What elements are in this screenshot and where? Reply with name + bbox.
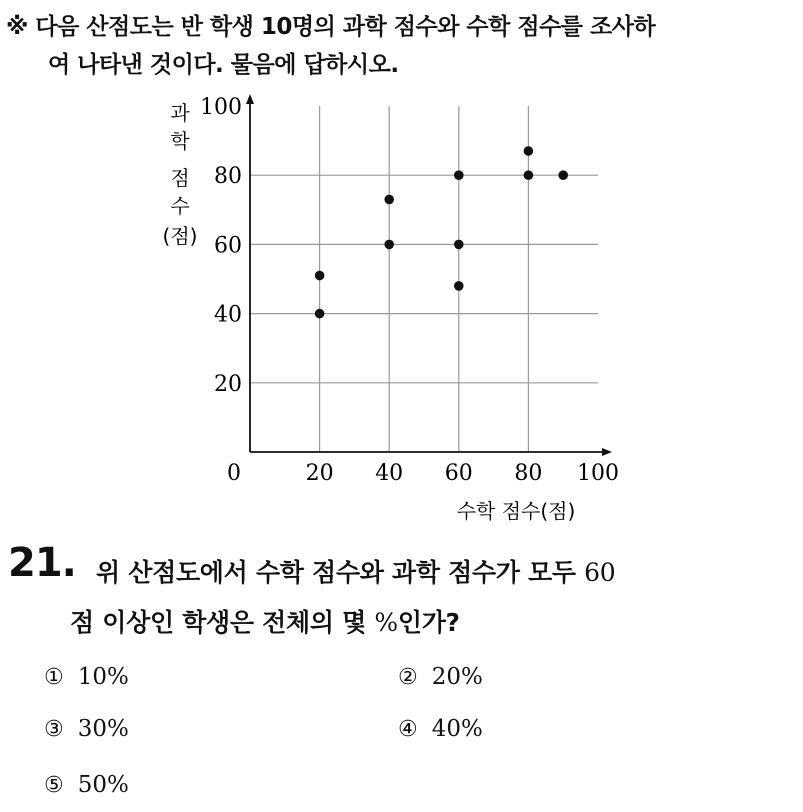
option-3-value: 30%	[77, 716, 129, 742]
data-point-7	[524, 146, 534, 156]
option-2-mark: ②	[398, 665, 418, 690]
question-line-2-end: 인가?	[397, 608, 460, 637]
option-2[interactable]	[398, 664, 483, 690]
data-points	[315, 146, 568, 318]
option-4-value: 40%	[431, 716, 483, 742]
option-4[interactable]	[398, 716, 483, 742]
y-axis-arrow	[246, 94, 254, 104]
x-axis-arrow	[602, 448, 612, 456]
data-point-8	[524, 170, 534, 180]
tick-labels	[200, 95, 619, 486]
y-label-part-4: (점)	[162, 224, 198, 248]
x-tick-label-20: 20	[305, 461, 334, 486]
option-4-mark: ④	[398, 717, 418, 742]
data-point-9	[558, 170, 568, 180]
option-1[interactable]	[44, 664, 129, 690]
x-tick-label-80: 80	[514, 461, 543, 486]
question-line-1: 위 산점도에서 수학 점수와 과학 점수가 모두	[96, 558, 585, 587]
x-axis-label: 수학 점수(점)	[456, 499, 576, 523]
y-tick-label-80: 80	[214, 164, 242, 190]
y-label-part-1: 학	[170, 129, 190, 153]
data-point-6	[454, 281, 464, 291]
intro-line-1: ※ 다음 산점도는 반 학생 10명의 과학 점수와 수학 점수를 조사하	[6, 14, 656, 40]
y-label-part-3: 수	[170, 194, 190, 218]
y-label-part-0: 과	[170, 101, 190, 125]
y-tick-label-20: 20	[214, 371, 242, 397]
data-point-4	[454, 170, 464, 180]
x-tick-label-60: 60	[444, 461, 473, 486]
intro-line-2: 여 나타낸 것이다. 물음에 답하시오.	[48, 52, 399, 78]
percent-sign: %	[374, 608, 398, 637]
y-tick-label-100: 100	[200, 95, 242, 120]
data-point-3	[384, 240, 394, 250]
question-text	[70, 548, 796, 648]
x-tick-label-100: 100	[577, 461, 619, 486]
grid-lines	[250, 106, 598, 452]
option-5[interactable]	[44, 772, 129, 798]
option-5-mark: ⑤	[44, 773, 64, 798]
y-tick-label-60: 60	[214, 233, 242, 259]
option-2-value: 20%	[431, 664, 483, 690]
option-1-mark: ①	[44, 665, 64, 690]
y-label-part-2: 점	[170, 166, 190, 190]
x-tick-label-40: 40	[375, 461, 404, 486]
question-number: 21.	[8, 540, 76, 586]
option-1-value: 10%	[77, 664, 129, 690]
option-3[interactable]	[44, 716, 129, 742]
question-threshold: 60	[584, 558, 616, 587]
data-point-2	[384, 195, 394, 205]
y-axis-label	[163, 101, 198, 248]
data-point-5	[454, 240, 464, 250]
y-tick-label-40: 40	[214, 302, 242, 328]
data-point-0	[315, 271, 325, 281]
axes	[246, 94, 612, 456]
data-point-1	[315, 309, 325, 319]
option-3-mark: ③	[44, 717, 64, 742]
option-5-value: 50%	[77, 772, 129, 798]
question-line-2: 점 이상인 학생은 전체의 몇	[70, 608, 375, 637]
x-tick-label-0: 0	[227, 461, 241, 486]
